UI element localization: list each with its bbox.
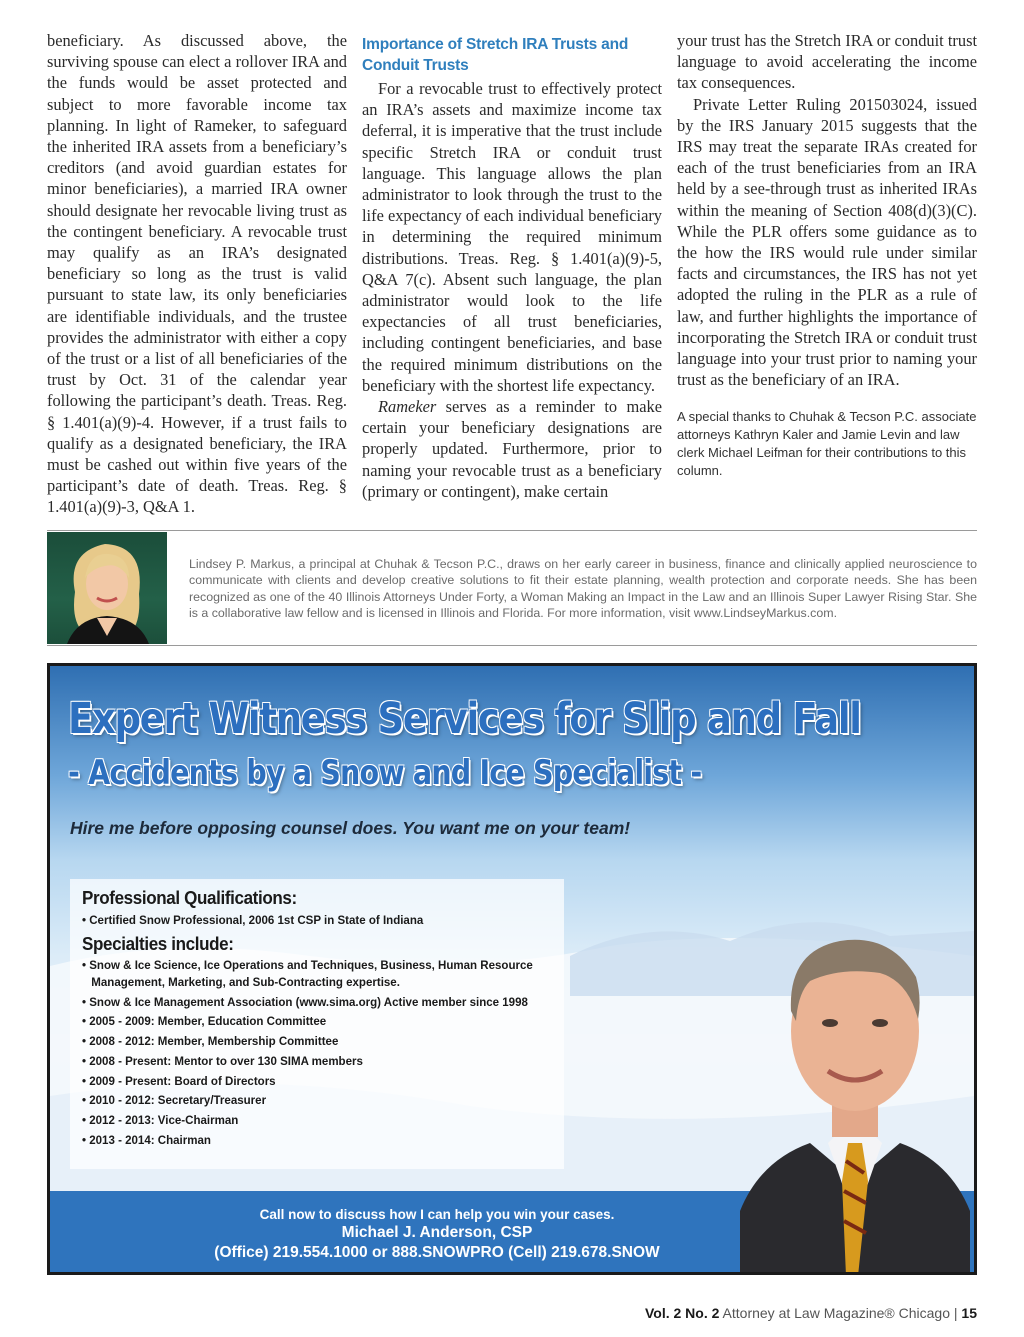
section-heading: Importance of Stretch IRA Trusts and Conduit Trusts bbox=[362, 36, 629, 74]
column3-paragraph-1: your trust has the Stretch IRA or conduit trust language to avoid accelerating the income tax consequences. bbox=[677, 31, 977, 93]
qualifications-list bbox=[82, 911, 564, 931]
article-column-1 bbox=[47, 30, 347, 518]
ad-tagline: Hire me before opposing counsel does. You want me on your team! bbox=[70, 818, 631, 838]
page-number: 15 bbox=[961, 1305, 977, 1321]
divider-bottom bbox=[47, 645, 977, 646]
specialty-item: • Snow & Ice Science, Ice Operations and Techniques, Business, Human Resource Management, Marketing, and Sub-Contracting expertise. bbox=[82, 957, 533, 989]
page-footer bbox=[47, 1305, 977, 1321]
specialties-list bbox=[82, 957, 564, 1151]
specialist-portrait-image bbox=[740, 881, 970, 1275]
divider-top bbox=[47, 530, 977, 531]
author-bio: Lindsey P. Markus, a principal at Chuhak & Tecson P.C., draws on her early career in business, finance and clinically applied neuroscience to communicate with clients and develop creative solutions to fit their estate planning, wealth protection and corporate needs. She has been recognized as one of the 40 Illinois Attorneys Under Forty, a Woman Making an Impact in the Law and an Illinois Super Lawyer Rising Star. She is a collaborative law fellow and is licensed in Illinois and Florida. For more information, visit www.LindseyMarkus.com. bbox=[189, 557, 977, 620]
column2-paragraph-1: For a revocable trust to effectively protect an IRA’s assets and maximize income tax deferral, it is imperative that the trust include specific Stretch IRA or conduit trust language. This language allows the plan administrator to look through the trust to the life expectancy of each individual beneficiary in determining the required minimum distributions. Treas. Reg. § 1.401(a)(9)-5, Q&A 7(c). Absent such language, the plan administrator would look to the life expectancies of all trust beneficiaries, including contingent beneficiaries, and base the required minimum distributions on the beneficiary with the shortest life expectancy. bbox=[362, 79, 662, 395]
qualifications-heading: Professional Qualifications: bbox=[82, 887, 297, 908]
contact-name: Michael J. Anderson, CSP bbox=[341, 1224, 533, 1241]
footer-separator: | bbox=[953, 1305, 958, 1321]
column1-paragraph: beneficiary. As discussed above, the surviving spouse can elect a rollover IRA and the funds would be asset protected and subject to more favorable income tax planning. In light of Rameker, to safeguard the inherited IRA assets from a beneficiary’s creditors (and avoid guardian estates for minor beneficiaries), a married IRA owner should designate her revocable living trust as the contingent beneficiary. A revocable trust may qualify as an IRA’s designated beneficiary so long as the trust is valid pursuant to state law, its only beneficiaries are identifiable individuals, and the trustee provides the administrator with either a copy of the trust or a list of all beneficiaries of the trust by Oct. 31 of the calendar year following the participant’s death. Treas. Reg. § 1.401(a)(9)-4. However, if a trust fails to qualify as a designated beneficiary, the IRA must be cashed out within five years of the participant’s date of death. Treas. Reg. § 1.401(a)(9)-3, Q&A 1. bbox=[47, 31, 347, 517]
column3-paragraph-2: Private Letter Ruling 201503024, issued by the IRS January 2015 suggests that the IRS may treat the separate IRAs created for each of the trust beneficiaries from an IRA held by a see-through trust as inherited IRAs within the meaning of Section 408(d)(3)(C). While the PLR offers some guidance as to the how the IRS would rule under similar facts and circumstances, the IRS has not yet adopted the ruling in the PLR as a rule of law, and further highlights the importance of incorporating the Stretch IRA or conduit trust language into your trust prior to naming your trust as the beneficiary of an IRA. bbox=[677, 94, 977, 390]
specialties-heading: Specialties include: bbox=[82, 932, 234, 954]
article-column-3 bbox=[677, 30, 977, 480]
specialty-item: • 2008 - 2012: Member, Membership Committee bbox=[82, 1034, 339, 1049]
column2-paragraph-2 bbox=[362, 396, 662, 502]
author-photo bbox=[47, 532, 167, 644]
specialty-item: • 2012 - 2013: Vice-Chairman bbox=[82, 1112, 239, 1127]
specialty-item: • 2005 - 2009: Member, Education Committee bbox=[82, 1014, 327, 1029]
specialty-item: • Snow & Ice Management Association (www.sima.org) Active member since 1998 bbox=[82, 994, 528, 1009]
qualifications-box bbox=[70, 879, 564, 1169]
acknowledgement-note: A special thanks to Chuhak & Tecson P.C. associate attorneys Kathryn Kaler and Jamie Levin and law clerk Michael Leifman for their contributions to this column. bbox=[677, 409, 977, 479]
author-portrait-image bbox=[47, 532, 167, 644]
contact-phone: (Office) 219.554.1000 or 888.SNOWPRO (Cell) 219.678.SNOW bbox=[214, 1244, 660, 1261]
article-column-2 bbox=[362, 30, 662, 502]
ad-subtitle: - Accidents by a Snow and Ice Specialist - bbox=[68, 753, 702, 793]
call-to-action: Call now to discuss how I can help you win your cases. bbox=[259, 1207, 615, 1222]
specialty-item: • 2009 - Present: Board of Directors bbox=[82, 1073, 276, 1088]
magazine-name: Attorney at Law Magazine® Chicago bbox=[722, 1305, 950, 1321]
specialty-item: • 2013 - 2014: Chairman bbox=[82, 1132, 211, 1147]
issue-volume: Vol. 2 No. 2 bbox=[644, 1305, 720, 1321]
specialty-item: • 2008 - Present: Mentor to over 130 SIMA members bbox=[82, 1053, 363, 1068]
qualification-item: • Certified Snow Professional, 2006 1st CSP in State of Indiana bbox=[82, 913, 424, 927]
ad-title: Expert Witness Services for Slip and Fall bbox=[68, 694, 861, 744]
column2-paragraph-2-text: serves as a reminder to make certain your beneficiary designations are properly updated. Furthermore, prior to naming your revocable trust as a beneficiary (primary or contingent), make certain bbox=[362, 397, 662, 501]
expert-witness-advertisement bbox=[47, 663, 977, 1275]
case-name-italic: Rameker bbox=[378, 397, 437, 417]
specialty-item: • 2010 - 2012: Secretary/Treasurer bbox=[82, 1093, 267, 1108]
